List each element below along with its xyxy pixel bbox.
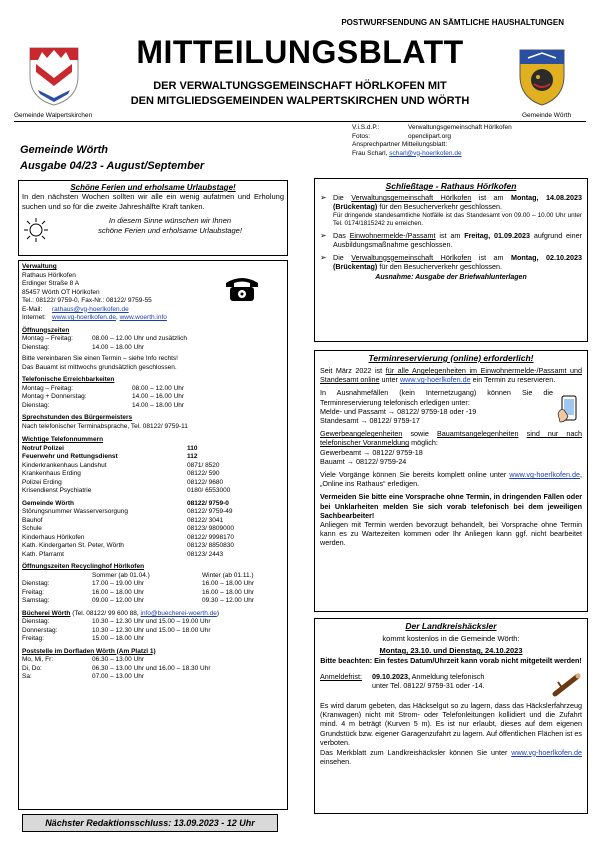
phone-day: Dienstag: <box>22 401 50 409</box>
greeting-wish-2: schöne Ferien und erholsame Urlaubstage! <box>98 226 242 235</box>
closing-box <box>314 178 588 342</box>
imprint-key: Ansprechpartner Mitteilungsblatt: <box>352 141 448 148</box>
recycling-winter: 09.30 – 12.00 Uhr <box>202 597 255 604</box>
phone-number-row <box>22 500 284 509</box>
phone-number-value: 08123/ 2443 <box>187 550 224 558</box>
deadline-box <box>22 814 278 832</box>
chipper-attention: Bitte beachten: Ein festes Datum/Uhrzeit kann vorab nicht mitgeteilt werden! <box>320 656 582 665</box>
booking-p4: Viele Vorgänge können Sie bereits komplett online unter www.vg-hoerlkofen.de, „Online ins Rathaus“ erledigen. <box>320 470 582 489</box>
phone-number-row <box>22 462 284 471</box>
opening-day: Dienstag: <box>22 343 50 351</box>
booking-p1: Seit März 2022 ist für alle Angelegenheiten im Einwohnermelde-/Passamt und Standesamt online unter www.vg-hoerlkofen.de ein Termin zu reservieren. <box>320 366 582 385</box>
vg-website-link[interactable]: www.vg-hoerlkofen.de <box>52 314 116 321</box>
phone-number-name: Feuerwehr und Rettungsdienst <box>22 453 118 460</box>
phone-number-value: 08122/ 3041 <box>187 516 224 524</box>
booking-box <box>314 350 588 612</box>
chipper-deadline-date: 09.10.2023, <box>372 671 410 681</box>
imprint-value: openclipart.org <box>408 132 451 140</box>
phone-number-name: Störungsnummer Wasserversorgung <box>22 508 128 515</box>
booking-p5: Vermeiden Sie bitte eine Vorsprache ohne Termin, in dringenden Fällen oder bei Unklarheiten melden Sie sich vorab telefonisch bei dem jeweiligen Sachbearbeiter! <box>320 492 582 520</box>
imprint-key: Fotos: <box>352 132 371 140</box>
arrow-bullet-icon: ➢ <box>320 193 327 202</box>
booking-phone-2: Standesamt → 08122/ 9759-17 <box>320 416 420 426</box>
post-time: 07.00 – 13.00 Uhr <box>92 673 145 680</box>
library-day: Dienstag: <box>22 618 50 625</box>
phone-day: Montag – Freitag: <box>22 384 73 392</box>
closing-note: Für dringende standesamtliche Notfälle ist das Standesamt von 09.00 – 10.00 Uhr unter Tel. 0174/1815242 zu erreichen. <box>333 211 582 227</box>
phone-number-name: Polizei Erding <box>22 478 62 486</box>
top-note: POSTWURFSENDUNG AN SÄMTLICHE HAUSHALTUNGEN <box>341 18 564 27</box>
closing-item: ➢ Die Verwaltungsgemeinschaft Hörlkofen ist am Montag, 02.10.2023 (Brückentag) für den Besucherverkehr geschlossen. <box>320 252 582 272</box>
internet-label: Internet: <box>22 314 46 321</box>
chipper-line1: kommt kostenlos in die Gemeinde Wörth: <box>382 634 520 643</box>
chipper-title: Der Landkreishäcksler <box>405 621 497 631</box>
booking-link[interactable]: www.vg-hoerlkofen.de <box>399 375 471 385</box>
phone-number-name: Kath. Kindergarten St. Peter, Wörth <box>22 542 124 549</box>
chipper-box <box>314 618 588 814</box>
closing-list <box>320 193 582 271</box>
chipper-p1: Es wird darum gebeten, das Häckselgut so zu lagern, dass das Häckslerfahrzeug (Kranwagen) nicht mit Strom- oder Telefonleitungen kollidiert und die Zufahrt mind. 4 m beträgt (Kurven 5 m). Es ist nur erlaubt, dieses auf dem eigenen Grundstück bzw. eigener Garagenzufahrt zu lagern. Auf öffentlichen Flächen ist es verboten. <box>320 700 582 748</box>
closing-item: ➢ Die Verwaltungsgemeinschaft Hörlkofen ist am Montag, 14.08.2023 (Brückentag) für den Besucherverkehr geschlossen. Für dringende standesamtliche Notfälle ist das Standesamt von 09.00 – 10.00 Uhr unter Tel. 0174/1815242 zu erreichen. <box>320 193 582 227</box>
recycling-summer: 17.00 – 19.00 Uhr <box>92 580 145 587</box>
phone-number-row <box>22 470 284 479</box>
woerth-crest-icon <box>518 48 566 106</box>
library-close: ) <box>216 609 220 617</box>
chipper-deadline-phone: unter Tel. 08122/ 9759-31 oder -14. <box>372 681 485 690</box>
phone-number-value: 110 <box>187 444 198 452</box>
phone-number-value: 08123/ 8850830 <box>187 542 234 549</box>
recycling-summer: 16.00 – 18.00 Uhr <box>92 588 145 596</box>
right-crest <box>518 48 566 106</box>
recycling-winter-head: Winter (ab 01.11.) <box>202 571 254 579</box>
post-day: Mo, Mi, Fr: <box>22 656 54 663</box>
walpertskirchen-crest-icon <box>28 46 80 106</box>
smartphone-icon <box>556 394 582 424</box>
phone-time: 08.00 – 12.00 Uhr <box>132 384 185 392</box>
imprint-key: V.i.S.d.P.: <box>352 124 380 131</box>
phone-number-value: 08123/ 9809000 <box>187 525 234 532</box>
issue-line-1: Gemeinde Wörth <box>20 144 109 156</box>
phone-number-row <box>22 517 284 526</box>
opening-day: Montag – Freitag: <box>22 335 73 342</box>
phone-number-name: Gemeinde Wörth <box>22 499 75 507</box>
greeting-box <box>18 180 288 256</box>
post-day: Sa: <box>22 673 32 680</box>
mayor-text: Nach telefonischer Terminabsprache, Tel. 08122/ 9759-11 <box>22 422 188 430</box>
arrow-bullet-icon: ➢ <box>320 230 327 240</box>
imprint-value: Verwaltungsgemeinschaft Hörlkofen <box>408 124 512 131</box>
phone-hours-title: Telefonische Erreichbarkeiten <box>22 376 115 383</box>
header-rule <box>14 121 586 122</box>
woerth-website-link[interactable]: www.woerth.info <box>119 314 167 321</box>
library-time: 10.30 – 12.30 Uhr und 15.00 – 19.00 Uhr <box>92 618 211 625</box>
phone-number-value: 08122/ 590 <box>187 470 220 477</box>
post-title: Poststelle im Dorfladen Wörth (Am Platzl 1) <box>22 647 156 655</box>
booking-p3: Gewerbeangelegenheiten sowie Bauamtsangelegenheiten sind nur nach telefonischer Voranmeldung möglich: <box>320 429 583 448</box>
phone-number-value: 08122/ 9759-0 <box>187 499 229 507</box>
imprint-email-link[interactable]: scharl@vg-hoerlkofen.de <box>389 149 462 157</box>
phone-number-value: 08122/ 9680 <box>187 478 224 486</box>
numbers-list-2 <box>22 500 284 560</box>
arrow-bullet-icon: ➢ <box>320 252 327 262</box>
library-email-link[interactable]: info@buecherei-woerth.de <box>140 609 217 617</box>
issue-line-2: Ausgabe 04/23 - August/September <box>20 160 205 172</box>
phone-number-name: Kinderkrankenhaus Landshut <box>22 461 107 469</box>
phone-number-name: Schule <box>22 525 42 532</box>
closing-title: Schließtage - Rathaus Hörlkofen <box>385 181 517 191</box>
booking-title: Terminreservierung (online) erforderlich! <box>368 353 534 363</box>
sun-icon <box>22 216 56 246</box>
left-crest <box>28 46 80 106</box>
phone-number-name: Kath. Pfarramt <box>22 550 64 558</box>
recycling-summer-head: Sommer (ab 01.04.) <box>92 571 150 579</box>
library-title: Bücherei Wörth <box>22 609 71 617</box>
phone-number-row <box>22 453 284 462</box>
phone-number-row <box>22 525 284 534</box>
verwaltung-title: Verwaltung <box>22 263 57 270</box>
phone-number-value: 08122/ 9998170 <box>187 533 234 541</box>
opening-time: 14.00 – 18.00 Uhr <box>92 343 145 351</box>
post-time: 06.30 – 13.00 Uhr <box>92 656 145 663</box>
phone-number-name: Krisendienst Psychiatrie <box>22 487 92 494</box>
library-day: Freitag: <box>22 635 45 642</box>
imprint-contact: Frau Scharl, <box>352 149 388 157</box>
phone-time: 14.00 – 16.00 Uhr <box>132 393 185 400</box>
booking-trade-phone: Gewerbeamt → 08122/ 9759-18 <box>320 447 423 457</box>
page-title: MITTEILUNGSBLATT <box>136 34 464 70</box>
recycling-summer: 09.00 – 12.00 Uhr <box>92 597 145 604</box>
chipper-deadline-text: Anmeldung telefonisch <box>411 671 485 681</box>
closing-exception: Ausnahme: Ausgabe der Briefwahlunterlagen <box>375 274 527 282</box>
recycling-winter: 16.00 – 18.00 Uhr <box>202 588 255 596</box>
mayor-title: Sprechstunden des Bürgermeisters <box>22 414 133 421</box>
phone-number-value: 08122/ 9759-49 <box>187 508 233 515</box>
library-day: Donnerstag: <box>22 626 58 634</box>
post-day: Di, Do: <box>22 664 42 672</box>
left-crest-caption: Gemeinde Walpertskirchen <box>14 112 93 119</box>
email-label: E-Mail: <box>22 305 43 313</box>
telephone-icon <box>224 273 260 303</box>
chipper-deadline-label: Anmeldefrist: <box>320 671 362 681</box>
numbers-title: Wichtige Telefonnummern <box>22 436 104 443</box>
page-subtitle-1: DER VERWALTUNGSGEMEINSCHAFT HÖRLKOFEN MIT <box>153 80 447 92</box>
phone-number-row <box>22 551 284 560</box>
opening-note: Bitte vereinbaren Sie einen Termin – siehe Info rechts! <box>22 355 178 362</box>
recycling-day: Freitag: <box>22 588 45 596</box>
phone-day: Montag + Donnerstag: <box>22 393 87 400</box>
post-time: 06.30 – 13.00 Uhr und 16.00 – 18.30 Uhr <box>92 664 211 672</box>
greeting-title: Schöne Ferien und erholsame Urlaubstage! <box>70 183 236 192</box>
library-time: 15.00 – 18.00 Uhr <box>92 635 145 642</box>
phone-number-value: 0871/ 8520 <box>187 461 220 469</box>
phone-number-value: 0180/ 6553000 <box>187 487 231 494</box>
phone-number-row <box>22 508 284 517</box>
phone-number-name: Kinderhaus Hörlkofen <box>22 533 85 541</box>
imprint <box>352 124 592 158</box>
recycling-day: Dienstag: <box>22 580 50 587</box>
chipper-p2: Das Merkblatt zum Landkreishäcksler können Sie unter www.vg-hoerlkofen.de einsehen. <box>320 747 582 766</box>
address-line: 85457 Wörth OT Hörlkofen <box>22 288 100 296</box>
booking-building-phone: Bauamt → 08122/ 9759-24 <box>320 456 407 466</box>
greeting-wish-1: In diesem Sinne wünschen wir Ihnen <box>108 216 232 225</box>
phone-number-name: Bauhof <box>22 516 43 524</box>
phone-time: 14.00 – 18.00 Uhr <box>132 401 185 409</box>
booking-p6: Anliegen mit Termin werden bevorzugt behandelt, bei Vorsprache ohne Termin kann es zu Wartezeiten kommen oder Ihr Anliegen kann ggf. nicht bearbeitet werden. <box>320 520 582 548</box>
phone-number-name: Krankenhaus Erding <box>22 470 81 477</box>
address-line: Erdinger Straße 8 A <box>22 280 80 287</box>
phone-number-name: Notruf Polizei <box>22 444 64 452</box>
phone-number-row <box>22 542 284 551</box>
rathaus-email-link[interactable]: rathaus@vg-hoerlkofen.de <box>52 305 129 313</box>
recycling-title: Öffnungszeiten Recyclinghof Hörlkofen <box>22 563 145 570</box>
numbers-list <box>22 445 284 496</box>
opening-time: 08.00 – 12.00 Uhr und zusätzlich <box>92 335 188 342</box>
library-tel: (Tel. 08122/ 99 600 88, <box>72 609 139 617</box>
chipper-link[interactable]: www.vg-hoerlkofen.de <box>511 747 582 757</box>
phone-number-row <box>22 479 284 488</box>
branch-icon <box>552 672 582 698</box>
phone-number-row <box>22 534 284 543</box>
admin-tel: Tel.: 08122/ 9759-0, Fax-Nr.: 08122/ 9759-55 <box>22 297 152 304</box>
opening-title: Öffnungszeiten <box>22 326 70 334</box>
opening-note: Das Bauamt ist mittwochs grundsätzlich geschlossen. <box>22 363 177 371</box>
admin-box: Verwaltung Rathaus Hörlkofen Erdinger Straße 8 A 85457 Wörth OT Hörlkofen Tel.: 08122/ 9759-0, Fax-Nr.: 08122/ 9759-55 E-Mail: rathaus@vg-hoerlkofen.de Internet: www.vg-hoerlkofen.de , www.woerth.info Öffnungszeiten Montag – Freitag: 08.00 – 12.00 Uhr und zusätzlich Dienstag: 14.00 – 18.00 Uhr Bitte vereinbaren Sie einen Termin – siehe Info rechts! Das Bauamt ist mittwochs grundsätzlich geschlossen. Telefonische Erreichbarkeiten Montag – Freitag: 08.00 – 12.00 Uhr Montag + Donnerstag: 14.00 – 16.00 Uhr Dienstag: 14.00 – 18.00 Uhr Sprechstunden des Bürgermeisters Nach telefonischer Terminabsprache, Tel. 08122/ 9759-11 Wichtige Telefonnummern Notruf Polizei 110 Feuerwehr und Rettungsdienst 112 Kinderkrankenhaus Landshut 0871/ 8520 Krankenhaus Erding 08122/ 590 Polizei Erding 08122/ 9680 Krisendienst Psychiatrie 0180/ 6553000 Gemeinde Wörth 08122/ 9759-0 Störungsnummer Wasserversorgung 08122/ 9759-49 Bauhof 08122/ 3041 Schule 08123/ 9809000 Kinderhaus Hörlkofen 08122/ 9998170 Kath. Kindergarten St. Peter, Wörth 08123/ 8850830 Kath. Pfarramt 08123/ 2443 Öffnungszeiten Recyclinghof Hörlkofen Sommer (ab 01.04.) Winter (ab 01.11.) Dienstag: 17.00 – 19.00 Uhr 16.00 – 18.00 Uhr Freitag: 16.00 – 18.00 Uhr 16.00 – 18.00 Uhr Samstag: 09.00 – 12.00 Uhr 09.30 – 12.00 Uhr Bücherei Wörth (Tel. 08122/ 99 600 88, info@buecherei-woerth.de) Dienstag: 10.30 – 12.30 Uhr und 15.00 – 19.00 Uhr Donnerstag: 10.30 – 12.30 Uhr und 15.00 – 18.00 Uhr Freitag: 15.00 – 18.00 Uhr Poststelle im Dorfladen Wörth (Am Platzl 1) Mo, Mi, Fr: 06.30 – 13.00 Uhr Di, Do: 06.30 – 13.00 Uhr und 16.00 – 18.30 Uhr Sa: 07.00 – 13.00 Uhr <box>18 260 288 810</box>
recycling-day: Samstag: <box>22 597 50 604</box>
recycling-winter: 16.00 – 18.00 Uhr <box>202 580 255 587</box>
booking-phone-1: Melde- und Passamt → 08122/ 9759-18 oder -19 <box>320 406 477 416</box>
greeting-text: In den nächsten Wochen sollten wir alle ein wenig aufatmen und Erholung suchen und so für die zweite Jahreshälfte Kraft tanken. <box>22 192 284 211</box>
booking-online-link[interactable]: www.vg-hoerlkofen.de <box>509 470 580 480</box>
closing-item: ➢ Das Einwohnermelde-/Passamt ist am Freitag, 01.09.2023 aufgrund einer Ausbildungsmaßnahme geschlossen. <box>320 230 583 250</box>
right-crest-caption: Gemeinde Wörth <box>522 112 572 119</box>
phone-number-row <box>22 487 284 496</box>
page-subtitle-2: DEN MITGLIEDSGEMEINDEN WALPERTSKIRCHEN UND WÖRTH <box>130 95 470 107</box>
phone-number-row <box>22 445 284 454</box>
booking-p2: In Ausnahmefällen (kein Internetzugang) können Sie die Terminreservierung telefonisch erledigen unter: <box>320 388 553 407</box>
chipper-dates: Montag, 23.10. und Dienstag, 24.10.2023 <box>379 646 523 655</box>
deadline-text: Nächster Redaktionsschluss: 13.09.2023 - 12 Uhr <box>45 818 255 828</box>
address-line: Rathaus Hörlkofen <box>22 271 76 279</box>
phone-number-value: 112 <box>187 453 198 460</box>
library-time: 10.30 – 12.30 Uhr und 15.00 – 18.00 Uhr <box>92 626 211 634</box>
